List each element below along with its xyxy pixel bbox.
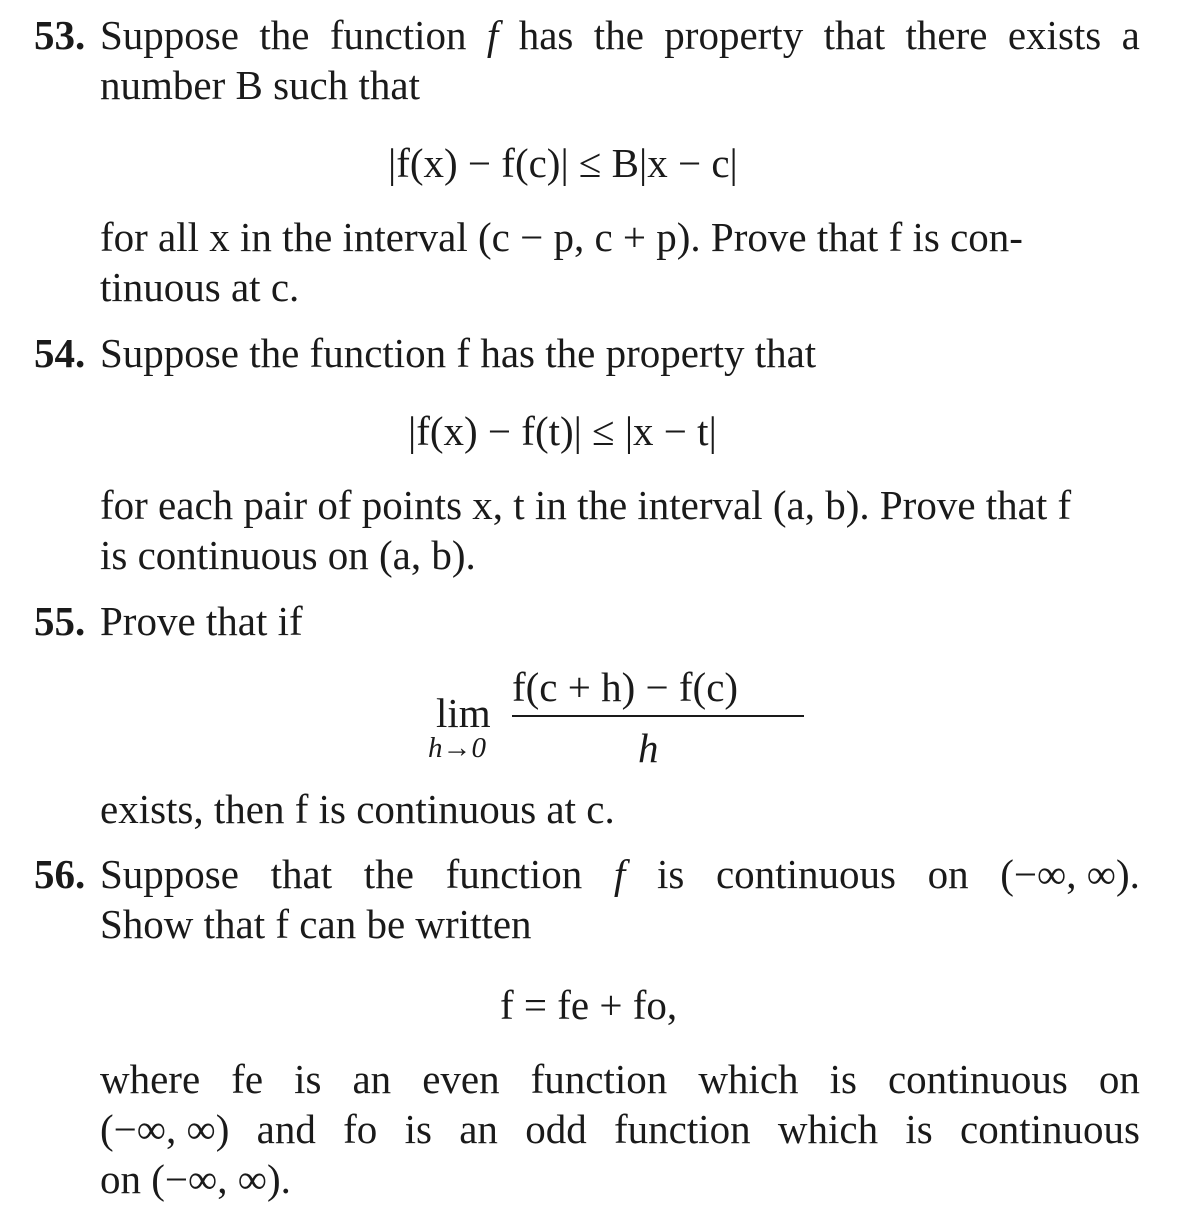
problem-56-text-4: (−∞, ∞) and fo is an odd function which is continuous: [100, 1106, 1140, 1152]
problem-56-equation: f = fe + fo,: [500, 982, 678, 1028]
problem-54-line-1: 54. Suppose the function f has the property that: [34, 330, 817, 376]
problem-number: 55.: [34, 598, 86, 644]
problem-53-line-2: number B such that: [100, 62, 420, 108]
problem-54-text-2: for each pair of points x, t in the interval (a, b). Prove that f: [100, 482, 1072, 528]
problem-56-text-3: where fe is an even function which is continuous on: [100, 1056, 1140, 1102]
problem-53-text-3: for all x in the interval (c − p, c + p). Prove that f is con-: [100, 214, 1023, 260]
problem-53-line-1: 53. Suppose the function f has the property that there exists a: [34, 12, 1140, 58]
problem-55-text-2: exists, then f is continuous at c.: [100, 786, 615, 832]
problem-56-text-5: on (−∞, ∞).: [100, 1156, 291, 1202]
problem-54-text-3: is continuous on (a, b).: [100, 532, 476, 578]
fraction-denominator: h: [638, 725, 659, 771]
problem-53-text-4: tinuous at c.: [100, 264, 300, 310]
fraction-bar: [512, 715, 804, 717]
fraction-numerator: f(c + h) − f(c): [512, 664, 739, 710]
problem-54-equation: |f(x) − f(t)| ≤ |x − t|: [408, 408, 717, 454]
limit-expression: [428, 662, 828, 772]
limit-operator: lim: [436, 690, 491, 736]
problem-number: 56.: [34, 851, 86, 897]
problem-number: 53.: [34, 12, 86, 58]
problem-56-line-2: Show that f can be written: [100, 901, 532, 947]
problem-53-equation: |f(x) − f(c)| ≤ B|x − c|: [388, 140, 738, 186]
problem-55-line-1: 55. Prove that if: [34, 598, 303, 644]
problem-56-line-1: 56. Suppose that the function f is continuous on (−∞, ∞).: [34, 851, 1140, 897]
problem-number: 54.: [34, 330, 86, 376]
limit-subscript: h→0: [428, 732, 486, 764]
